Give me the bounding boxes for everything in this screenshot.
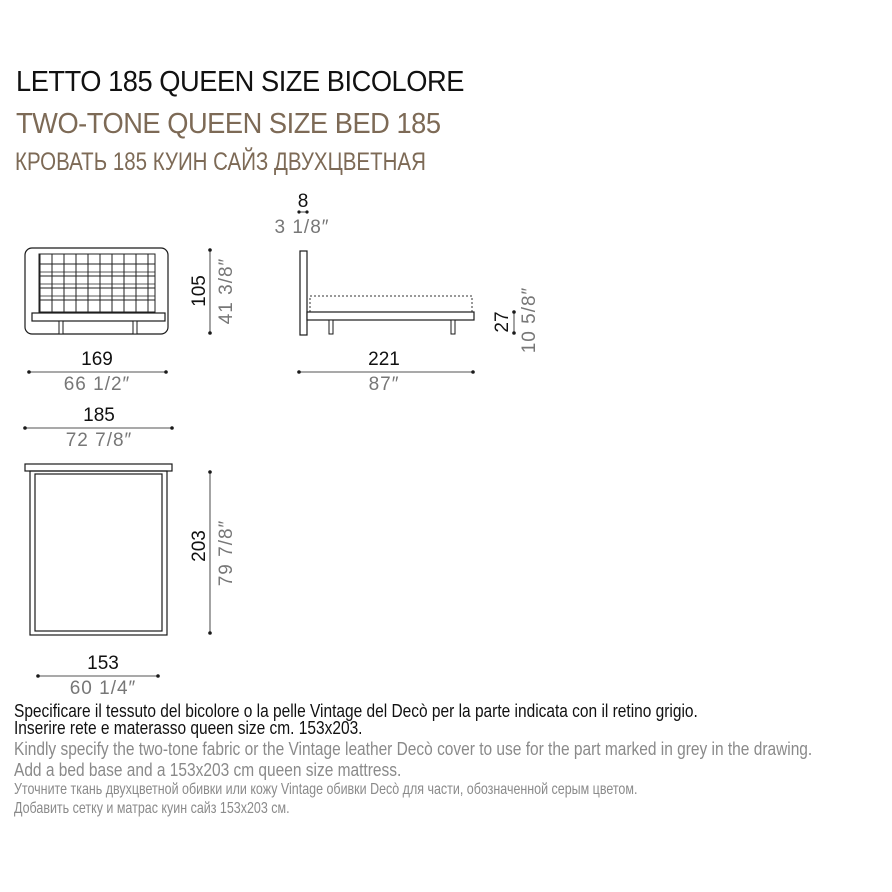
frame-height-cm-label: 27 — [492, 311, 513, 333]
note-italian-mattress: Inserire rete e materasso queen size cm. 153x203. — [14, 718, 363, 738]
top-width-cm-label: 185 — [83, 405, 115, 426]
top-length-cm-label: 203 — [189, 530, 210, 562]
headboard-thickness-dimension — [275, 191, 330, 238]
note-russian-mattress: Добавить сетку и матрас куин сайз 153x203 см. — [14, 800, 290, 817]
frame-height-in-label: 10 5/8″ — [519, 286, 540, 354]
front-view-bed — [25, 248, 168, 334]
front-width-dimension — [27, 349, 168, 395]
top-length-in-label: 79 7/8″ — [216, 519, 237, 587]
front-height-dimension — [189, 248, 237, 335]
side-length-cm-label: 221 — [368, 349, 400, 370]
side-view-bed — [300, 251, 474, 335]
front-width-cm-label: 169 — [81, 349, 113, 370]
note-english-fabric: Kindly specify the two-tone fabric or the Vintage leather Decò cover to use for the part marked in grey in the drawing. — [14, 739, 813, 759]
note-russian-fabric: Уточните ткань двухцветной обивки или кожу Vintage обивки Decò для части, обозначенной серым цветом. — [14, 781, 638, 798]
side-length-dimension — [297, 349, 475, 395]
headboard-thickness-in-label: 3 1/8″ — [274, 217, 330, 238]
base-width-cm-label: 153 — [87, 653, 119, 674]
side-length-in-label: 87″ — [368, 374, 400, 395]
title-english: TWO-TONE QUEEN SIZE BED 185 — [16, 108, 441, 140]
top-length-dimension — [189, 470, 237, 635]
title-italian: LETTO 185 QUEEN SIZE BICOLORE — [16, 66, 464, 98]
note-italian-fabric: Specificare il tessuto del bicolore o la pelle Vintage del Decò per la parte indicata con il retino grigio. — [14, 701, 698, 721]
top-view-bed — [25, 464, 172, 635]
base-width-in-label: 60 1/4″ — [69, 678, 137, 699]
front-height-in-label: 41 3/8″ — [216, 257, 237, 325]
top-width-in-label: 72 7/8″ — [65, 430, 133, 451]
title-russian: КРОВАТЬ 185 КУИН САЙЗ ДВУХЦВЕТНАЯ — [15, 148, 426, 176]
front-width-in-label: 66 1/2″ — [63, 374, 131, 395]
base-width-dimension — [36, 653, 160, 699]
headboard-thickness-cm-label: 8 — [297, 191, 309, 212]
top-width-dimension — [23, 405, 174, 451]
front-height-cm-label: 105 — [189, 275, 210, 307]
note-english-mattress: Add a bed base and a 153x203 cm queen size mattress. — [14, 760, 402, 780]
frame-height-dimension — [492, 287, 540, 354]
